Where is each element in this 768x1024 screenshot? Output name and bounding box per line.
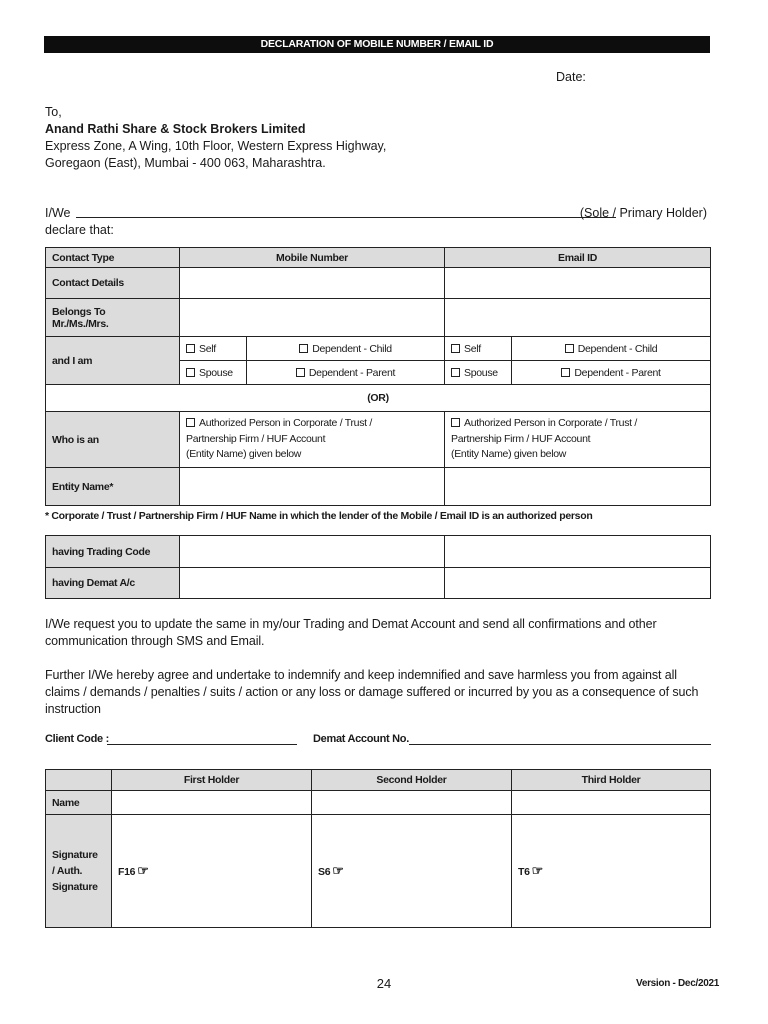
option-label: Partnership Firm / HUF Account — [451, 432, 591, 445]
address-block — [45, 104, 386, 172]
pointing-hand-icon: ☞ — [332, 863, 344, 878]
third-holder-name-field[interactable] — [512, 791, 711, 815]
email-entity-name-field[interactable] — [445, 468, 711, 506]
checkbox-icon[interactable] — [296, 368, 305, 377]
mobile-trading-code-field[interactable] — [180, 536, 445, 568]
option-label: Authorized Person in Corporate / Trust / — [199, 417, 373, 430]
option-label: (Entity Name) given below — [451, 448, 567, 461]
option-label: Spouse — [464, 366, 498, 379]
header-second-holder: Second Holder — [312, 770, 512, 791]
trading-demat-table — [45, 535, 711, 599]
belongs-to-salutation: Mr./Ms./Mrs. — [52, 317, 109, 330]
mobile-dependent-parent-option[interactable] — [247, 361, 445, 385]
option-label: Partnership Firm / HUF Account — [186, 432, 326, 445]
option-label: Dependent - Parent — [308, 366, 396, 379]
header-first-holder: First Holder — [112, 770, 312, 791]
checkbox-icon[interactable] — [451, 368, 460, 377]
pointing-hand-icon: ☞ — [137, 863, 149, 878]
email-dependent-child-option[interactable] — [512, 337, 711, 361]
mobile-demat-field[interactable] — [180, 568, 445, 599]
checkbox-icon[interactable] — [299, 344, 308, 353]
entity-footnote: * Corporate / Trust / Partnership Firm / HUF Name in which the lender of the Mobile / Email ID is an authorized person — [45, 510, 593, 522]
header-contact-type: Contact Type — [46, 248, 180, 268]
option-label: Authorized Person in Corporate / Trust / — [464, 417, 638, 430]
email-trading-code-field[interactable] — [445, 536, 711, 568]
first-holder-name-field[interactable] — [112, 791, 312, 815]
declaration-line — [45, 206, 710, 223]
version-label: Version - Dec/2021 — [636, 978, 719, 989]
contact-table — [45, 247, 711, 506]
option-label: Dependent - Child — [577, 342, 658, 355]
mobile-entity-name-field[interactable] — [180, 468, 445, 506]
declaration-prefix: I/We — [45, 206, 71, 220]
indemnify-paragraph: Further I/We hereby agree and undertake to indemnify and keep indemnified and save harmless you from against all claims / demands / penalties / suits / action or any loss or damage suffered or incurred by you as a consequence of such instruction — [45, 668, 699, 716]
signature-label: Signature — [52, 881, 98, 893]
declare-that: declare that: — [45, 223, 114, 237]
row-trading-code: having Trading Code — [46, 536, 180, 568]
declaration-suffix: (Sole / Primary Holder) — [579, 206, 707, 220]
row-name: Name — [46, 791, 112, 815]
option-label: Spouse — [199, 366, 233, 379]
email-belongs-to-field[interactable] — [445, 299, 711, 337]
or-divider: (OR) — [46, 385, 711, 412]
checkbox-icon[interactable] — [186, 418, 195, 427]
mobile-authorized-person-option[interactable] — [180, 412, 445, 468]
page-number: 24 — [376, 976, 392, 991]
email-dependent-parent-option[interactable] — [512, 361, 711, 385]
account-line — [45, 733, 711, 749]
mobile-belongs-to-field[interactable] — [180, 299, 445, 337]
header-email-id: Email ID — [445, 248, 711, 268]
second-holder-signature-field[interactable] — [312, 815, 512, 928]
email-authorized-person-option[interactable] — [445, 412, 711, 468]
header-mobile-number: Mobile Number — [180, 248, 445, 268]
signature-label: / Auth. — [52, 865, 83, 877]
checkbox-icon[interactable] — [451, 344, 460, 353]
mobile-spouse-option[interactable] — [180, 361, 247, 385]
page-title: DECLARATION OF MOBILE NUMBER / EMAIL ID — [44, 36, 710, 53]
email-self-option[interactable] — [445, 337, 512, 361]
email-demat-field[interactable] — [445, 568, 711, 599]
belongs-to-label: Belongs To — [52, 305, 106, 318]
request-paragraph: I/We request you to update the same in my/our Trading and Demat Account and send all confirmations and other communication through SMS and Email. — [45, 617, 657, 648]
holder-corner-cell — [46, 770, 112, 791]
mobile-dependent-child-option[interactable] — [247, 337, 445, 361]
demat-account-field[interactable] — [409, 744, 711, 745]
row-entity-name: Entity Name* — [46, 468, 180, 506]
holder-signature-table — [45, 769, 711, 928]
row-demat: having Demat A/c — [46, 568, 180, 599]
client-code-label: Client Code : — [45, 733, 109, 745]
row-belongs-to — [46, 299, 180, 337]
signature-tag-first: F16 — [118, 866, 136, 878]
checkbox-icon[interactable] — [451, 418, 460, 427]
date-label: Date: — [556, 70, 586, 84]
checkbox-icon[interactable] — [561, 368, 570, 377]
signature-tag-second: S6 — [318, 866, 331, 878]
signature-tag-third: T6 — [518, 866, 530, 878]
holder-name-field[interactable] — [76, 217, 616, 218]
mobile-number-field[interactable] — [180, 268, 445, 299]
checkbox-icon[interactable] — [565, 344, 574, 353]
header-third-holder: Third Holder — [512, 770, 711, 791]
checkbox-icon[interactable] — [186, 344, 195, 353]
signature-label: Signature — [52, 849, 98, 861]
option-label: Self — [199, 342, 216, 355]
client-code-field[interactable] — [107, 744, 297, 745]
third-holder-signature-field[interactable] — [512, 815, 711, 928]
option-label: Dependent - Parent — [574, 366, 661, 379]
mobile-self-option[interactable] — [180, 337, 247, 361]
demat-account-label: Demat Account No. — [313, 733, 409, 745]
checkbox-icon[interactable] — [186, 368, 195, 377]
second-holder-name-field[interactable] — [312, 791, 512, 815]
row-who-is-an: Who is an — [46, 412, 180, 468]
email-id-field[interactable] — [445, 268, 711, 299]
row-signature — [46, 815, 112, 928]
first-holder-signature-field[interactable] — [112, 815, 312, 928]
row-contact-details: Contact Details — [46, 268, 180, 299]
pointing-hand-icon: ☞ — [531, 863, 544, 878]
address-line2: Goregaon (East), Mumbai - 400 063, Maharashtra. — [45, 156, 326, 170]
option-label: Self — [464, 342, 481, 355]
address-line1: Express Zone, A Wing, 10th Floor, Western Express Highway, — [45, 139, 387, 153]
option-label: (Entity Name) given below — [186, 448, 302, 461]
email-spouse-option[interactable] — [445, 361, 512, 385]
row-and-i-am: and I am — [46, 337, 180, 385]
address-company: Anand Rathi Share & Stock Brokers Limited — [45, 122, 306, 136]
address-to: To, — [45, 105, 62, 119]
option-label: Dependent - Child — [312, 342, 392, 355]
